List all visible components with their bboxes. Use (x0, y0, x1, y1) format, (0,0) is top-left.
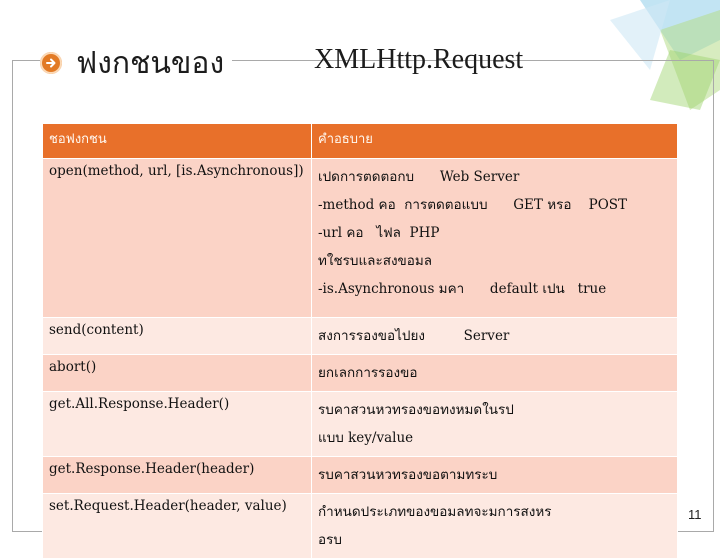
description-line (318, 275, 671, 303)
method-description (312, 494, 678, 559)
description-line (318, 424, 671, 452)
text-segment: -url คอ ไฟล (318, 225, 401, 241)
table-header-row (43, 124, 678, 159)
text-segment: -method คอ การตดตอแบบ (318, 197, 488, 213)
text-segment: PHP (400, 225, 440, 241)
method-description (312, 457, 678, 494)
method-name: set.Request.Header(header, value) (43, 494, 312, 559)
description-line (318, 219, 671, 247)
text-segment: รบคาสวนหวทรองขอทงหมดในรป (318, 402, 514, 418)
description-line (318, 396, 671, 424)
method-name: get.Response.Header(header) (43, 457, 312, 494)
text-segment: GET หรอ (487, 197, 572, 213)
method-description (312, 392, 678, 457)
header-description: คำอธบาย (312, 124, 678, 159)
header-method: ชอฟงกชน (43, 124, 312, 159)
method-name: abort() (43, 355, 312, 392)
title-thai: ฟงกชนของ (76, 45, 225, 81)
description-line (318, 191, 671, 219)
text-segment: ทใชรบและสงขอมล (318, 253, 433, 269)
arrow-right-icon (40, 52, 62, 74)
text-segment: เปดการตดตอกบ (318, 169, 415, 185)
table-row (43, 392, 678, 457)
text-segment: -is.Asynchronous มคา (318, 281, 465, 297)
title-english: XMLHttp.Request (314, 44, 524, 75)
slide-title (40, 38, 232, 88)
description-line (318, 163, 671, 191)
method-table (42, 123, 678, 559)
method-description (312, 355, 678, 392)
text-segment: true (564, 281, 607, 297)
method-description (312, 318, 678, 355)
description-line (318, 498, 671, 526)
table-row (43, 355, 678, 392)
text-segment: POST (571, 197, 628, 213)
method-name: open(method, url, [is.Asynchronous]) (43, 159, 312, 318)
page-number: 11 (684, 505, 706, 524)
text-segment: กำหนดประเภทของขอมลทจะมการสงหร (318, 504, 552, 520)
description-line (318, 359, 671, 387)
text-segment: รบคาสวนหวทรองขอตามทระบ (318, 467, 498, 483)
table-row (43, 159, 678, 318)
table-row (43, 318, 678, 355)
table-row (43, 457, 678, 494)
table-row (43, 494, 678, 559)
method-name: send(content) (43, 318, 312, 355)
text-segment: Server (425, 328, 510, 344)
description-line (318, 461, 671, 489)
text-segment: แบบ key/value (318, 430, 414, 446)
text-segment: อรบ (318, 532, 342, 548)
description-line (318, 322, 671, 350)
text-segment: default เปน (464, 281, 565, 297)
text-segment: ยกเลกการรองขอ (318, 365, 418, 381)
text-segment: สงการรองขอไปยง (318, 328, 425, 344)
method-description (312, 159, 678, 318)
text-segment: Web Server (414, 169, 520, 185)
description-line (318, 247, 671, 275)
description-line (318, 526, 671, 554)
method-name: get.All.Response.Header() (43, 392, 312, 457)
